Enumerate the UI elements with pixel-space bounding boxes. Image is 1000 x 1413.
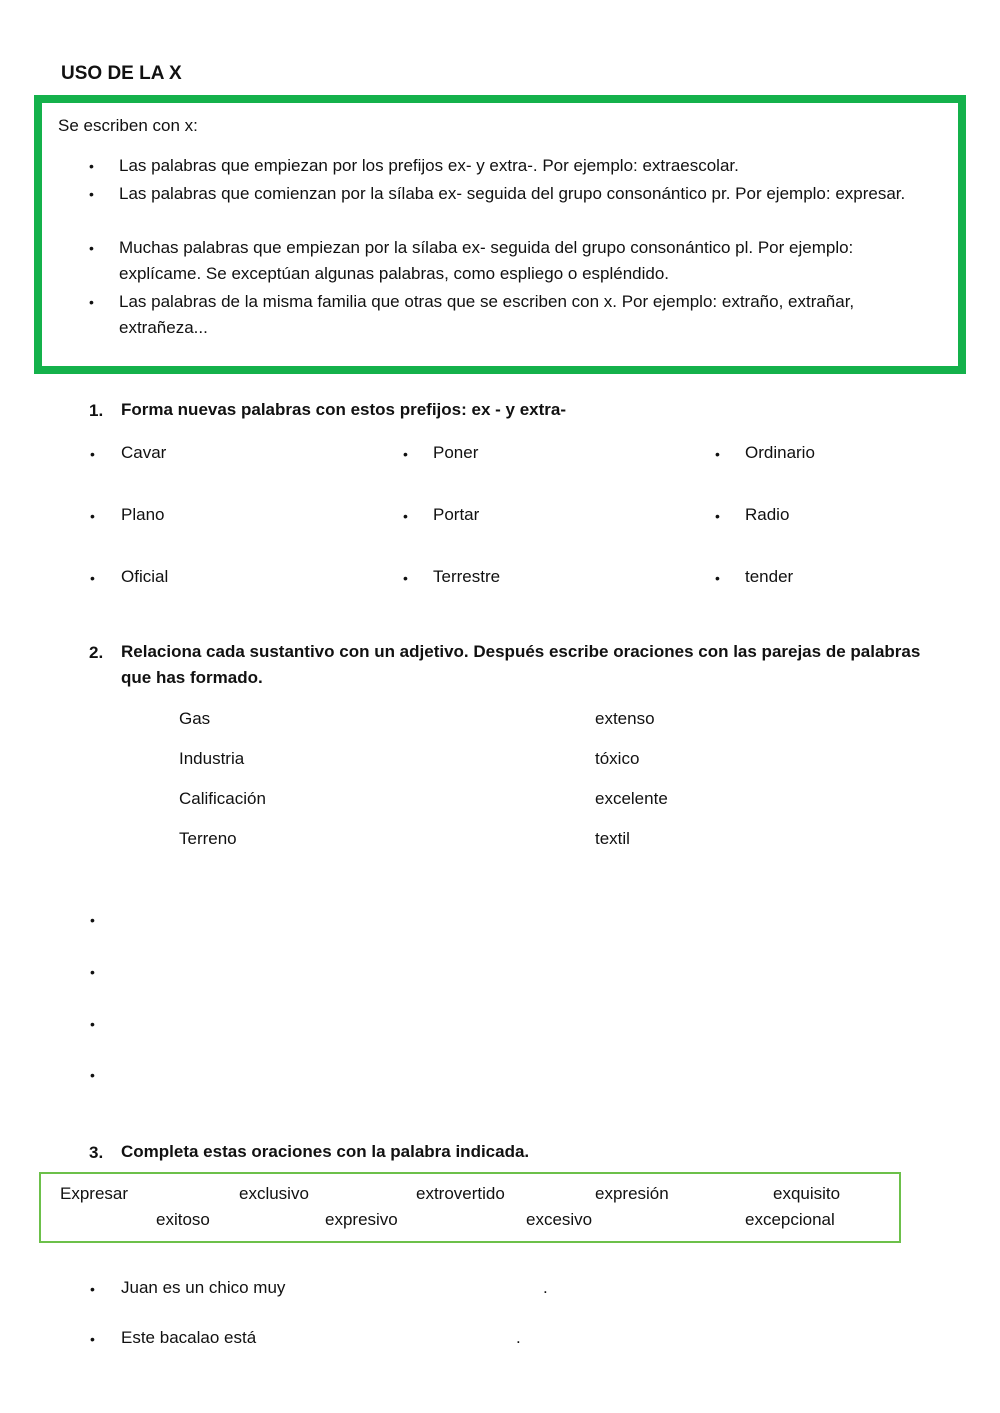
- question-3-text: Completa estas oraciones con la palabra indicada.: [121, 1142, 530, 1161]
- bullet: •: [89, 186, 94, 202]
- bullet: •: [715, 508, 720, 524]
- word-bank-item: Expresar: [60, 1184, 129, 1203]
- answer-bullet: •: [90, 1016, 95, 1032]
- sentence-2-end: .: [516, 1328, 521, 1347]
- q2-adjective: excelente: [595, 789, 668, 808]
- q1-word: Cavar: [121, 443, 167, 462]
- page-title: USO DE LA X: [61, 63, 182, 84]
- rule-item: Las palabras que empiezan por los prefijos ex- y extra-. Por ejemplo: extraescolar.: [119, 156, 739, 175]
- answer-bullet: •: [90, 964, 95, 980]
- bullet: •: [90, 570, 95, 586]
- q1-word: Ordinario: [745, 443, 815, 462]
- sentence-1-end: .: [543, 1278, 548, 1297]
- word-bank-item: expresivo: [325, 1210, 398, 1229]
- rule-item: Muchas palabras que empiezan por la sílaba ex- seguida del grupo consonántico pl. Por ejemplo: explícame. Se exceptúan algunas palabras, como espliego o espléndido.: [119, 238, 854, 283]
- word-bank-item: exquisito: [773, 1184, 841, 1203]
- word-bank-item: excepcional: [745, 1210, 835, 1229]
- bullet: •: [90, 508, 95, 524]
- word-bank-item: expresión: [595, 1184, 669, 1203]
- question-1-number: 1.: [89, 401, 104, 420]
- sentence-2: Este bacalao está: [121, 1328, 257, 1347]
- q2-noun: Terreno: [179, 829, 237, 848]
- question-2-number: 2.: [89, 643, 104, 662]
- q2-noun: Industria: [179, 749, 245, 768]
- word-bank-item: excesivo: [526, 1210, 593, 1229]
- bullet: •: [90, 1331, 95, 1347]
- sentence-2-blank[interactable]: [268, 1334, 512, 1350]
- bullet: •: [403, 570, 408, 586]
- q2-adjective: tóxico: [595, 749, 640, 768]
- answer-bullet: •: [90, 912, 95, 928]
- q1-word: Oficial: [121, 567, 169, 586]
- q1-word: Terrestre: [433, 567, 501, 586]
- bullet: •: [715, 446, 720, 462]
- word-bank-item: exclusivo: [239, 1184, 309, 1203]
- q1-word: Portar: [433, 505, 480, 524]
- question-3-number: 3.: [89, 1143, 104, 1162]
- q2-noun: Gas: [179, 709, 211, 728]
- q1-word: Radio: [745, 505, 790, 524]
- bullet: •: [90, 446, 95, 462]
- sentence-1: Juan es un chico muy: [121, 1278, 286, 1297]
- q2-adjective: textil: [595, 829, 630, 848]
- sentence-1-blank[interactable]: [300, 1284, 538, 1300]
- q2-noun: Calificación: [179, 789, 266, 808]
- bullet: •: [89, 158, 94, 174]
- rule-item: Las palabras que comienzan por la sílaba ex- seguida del grupo consonántico pr. Por ejemplo: expresar.: [119, 184, 906, 203]
- bullet: •: [89, 240, 94, 256]
- rule-item: Las palabras de la misma familia que otras que se escriben con x. Por ejemplo: extraño, extrañar, extrañeza...: [119, 292, 855, 337]
- question-1-text: Forma nuevas palabras con estos prefijos: ex - y extra-: [121, 400, 566, 419]
- bullet: •: [403, 508, 408, 524]
- answer-bullet: •: [90, 1067, 95, 1083]
- question-2-text: Relaciona cada sustantivo con un adjetivo. Después escribe oraciones con las parejas de palabras que has formado.: [121, 642, 921, 687]
- word-bank-box: [39, 1172, 901, 1243]
- q1-word: tender: [745, 567, 794, 586]
- q1-word: Poner: [433, 443, 479, 462]
- bullet: •: [715, 570, 720, 586]
- bullet: •: [90, 1281, 95, 1297]
- rules-intro: Se escriben con x:: [58, 116, 198, 135]
- bullet: •: [89, 294, 94, 310]
- word-bank-item: extrovertido: [416, 1184, 505, 1203]
- q1-word: Plano: [121, 505, 165, 524]
- bullet: •: [403, 446, 408, 462]
- q2-adjective: extenso: [595, 709, 655, 728]
- word-bank-item: exitoso: [156, 1210, 210, 1229]
